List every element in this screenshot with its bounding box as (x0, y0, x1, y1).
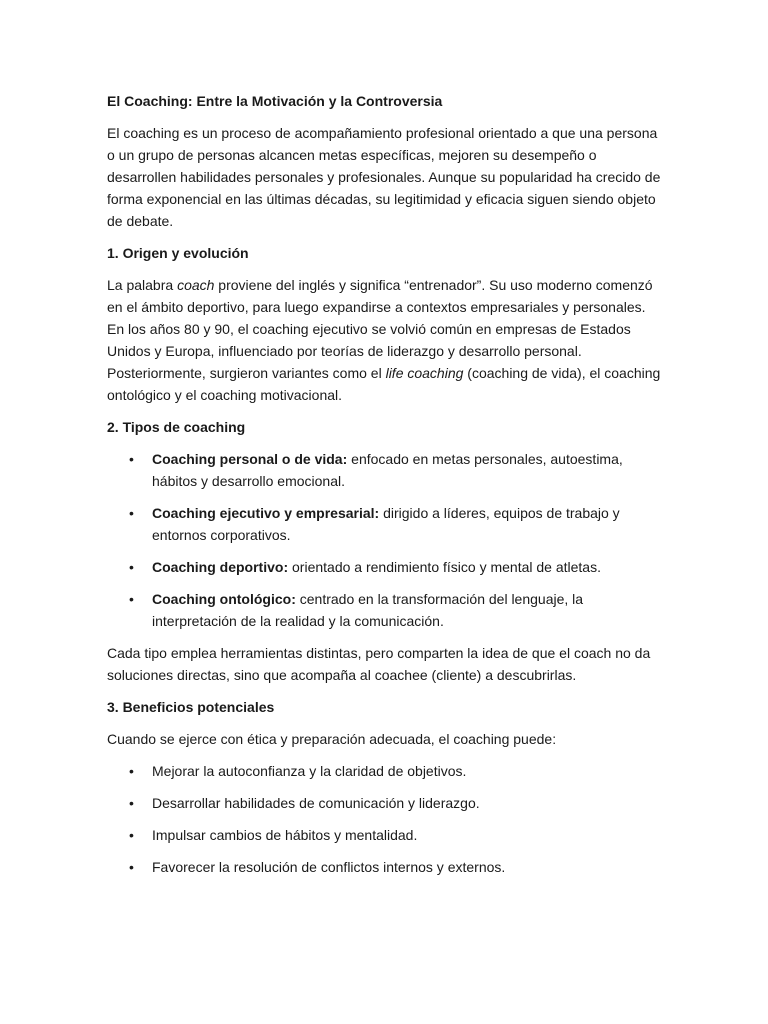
type-term: Coaching ejecutivo y empresarial: (152, 505, 380, 521)
list-item (107, 588, 663, 632)
list-item (107, 792, 663, 814)
origin-text-2: proviene del inglés y significa “entrenador”. Su uso moderno comenzó en el ámbito deportivo, para luego expandirse a contextos empresariales y personales. En los años 80 y 90, el coaching ejecutivo se volvió común en empresas de Estados Unidos y Europa, influenciado por teorías de liderazgo y desarrollo personal. Posteriormente, surgieron variantes como el (107, 277, 653, 381)
bullet-icon: • (129, 859, 134, 875)
type-description: dirigido a líderes, equipos de trabajo y entornos corporativos. (152, 505, 620, 543)
document-page (107, 90, 663, 888)
benefits-intro: Cuando se ejerce con ética y preparación adecuada, el coaching puede: (107, 731, 557, 747)
benefit-text: Mejorar la autoconfianza y la claridad de objetivos. (152, 763, 467, 779)
section-heading-types: 2. Tipos de coaching (107, 419, 246, 435)
benefit-text: Impulsar cambios de hábitos y mentalidad. (152, 827, 418, 843)
section-heading-origin: 1. Origen y evolución (107, 245, 249, 261)
list-item (107, 502, 663, 546)
list-item (107, 556, 663, 578)
bullet-icon: • (129, 505, 134, 521)
bullet-icon: • (129, 827, 134, 843)
origin-term-coach: coach (177, 277, 215, 293)
type-term: Coaching deportivo: (152, 559, 289, 575)
type-description: centrado en la transformación del lenguaje, la interpretación de la realidad y la comunicación. (152, 591, 584, 629)
benefits-list (107, 760, 663, 878)
document-title: El Coaching: Entre la Motivación y la Controversia (107, 93, 443, 109)
origin-term-life-coaching: life coaching (385, 365, 464, 381)
section-heading-benefits: 3. Beneficios potenciales (107, 699, 275, 715)
types-list (107, 448, 663, 632)
bullet-icon: • (129, 795, 134, 811)
bullet-icon: • (129, 763, 134, 779)
list-item (107, 448, 663, 492)
bullet-icon: • (129, 559, 134, 575)
origin-paragraph (107, 274, 663, 406)
type-description: orientado a rendimiento físico y mental de atletas. (288, 559, 601, 575)
intro-paragraph: El coaching es un proceso de acompañamiento profesional orientado a que una persona o un grupo de personas alcancen metas específicas, mejoren su desempeño o desarrollen habilidades personales y profesionales. Aunque su popularidad ha crecido de forma exponencial en las últimas décadas, su legitimidad y eficacia siguen siendo objeto de debate. (107, 125, 661, 229)
types-closing-paragraph: Cada tipo emplea herramientas distintas, pero comparten la idea de que el coach no da soluciones directas, sino que acompaña al coachee (cliente) a descubrirlas. (107, 645, 651, 683)
type-term: Coaching personal o de vida: (152, 451, 348, 467)
benefit-text: Desarrollar habilidades de comunicación y liderazgo. (152, 795, 480, 811)
benefit-text: Favorecer la resolución de conflictos internos y externos. (152, 859, 506, 875)
bullet-icon: • (129, 451, 134, 467)
bullet-icon: • (129, 591, 134, 607)
type-description: enfocado en metas personales, autoestima, hábitos y desarrollo emocional. (152, 451, 623, 489)
list-item (107, 856, 663, 878)
list-item (107, 824, 663, 846)
list-item (107, 760, 663, 782)
type-term: Coaching ontológico: (152, 591, 296, 607)
origin-text-1: La palabra (107, 277, 178, 293)
origin-text-3: (coaching de vida), el coaching ontológico y el coaching motivacional. (107, 365, 661, 403)
